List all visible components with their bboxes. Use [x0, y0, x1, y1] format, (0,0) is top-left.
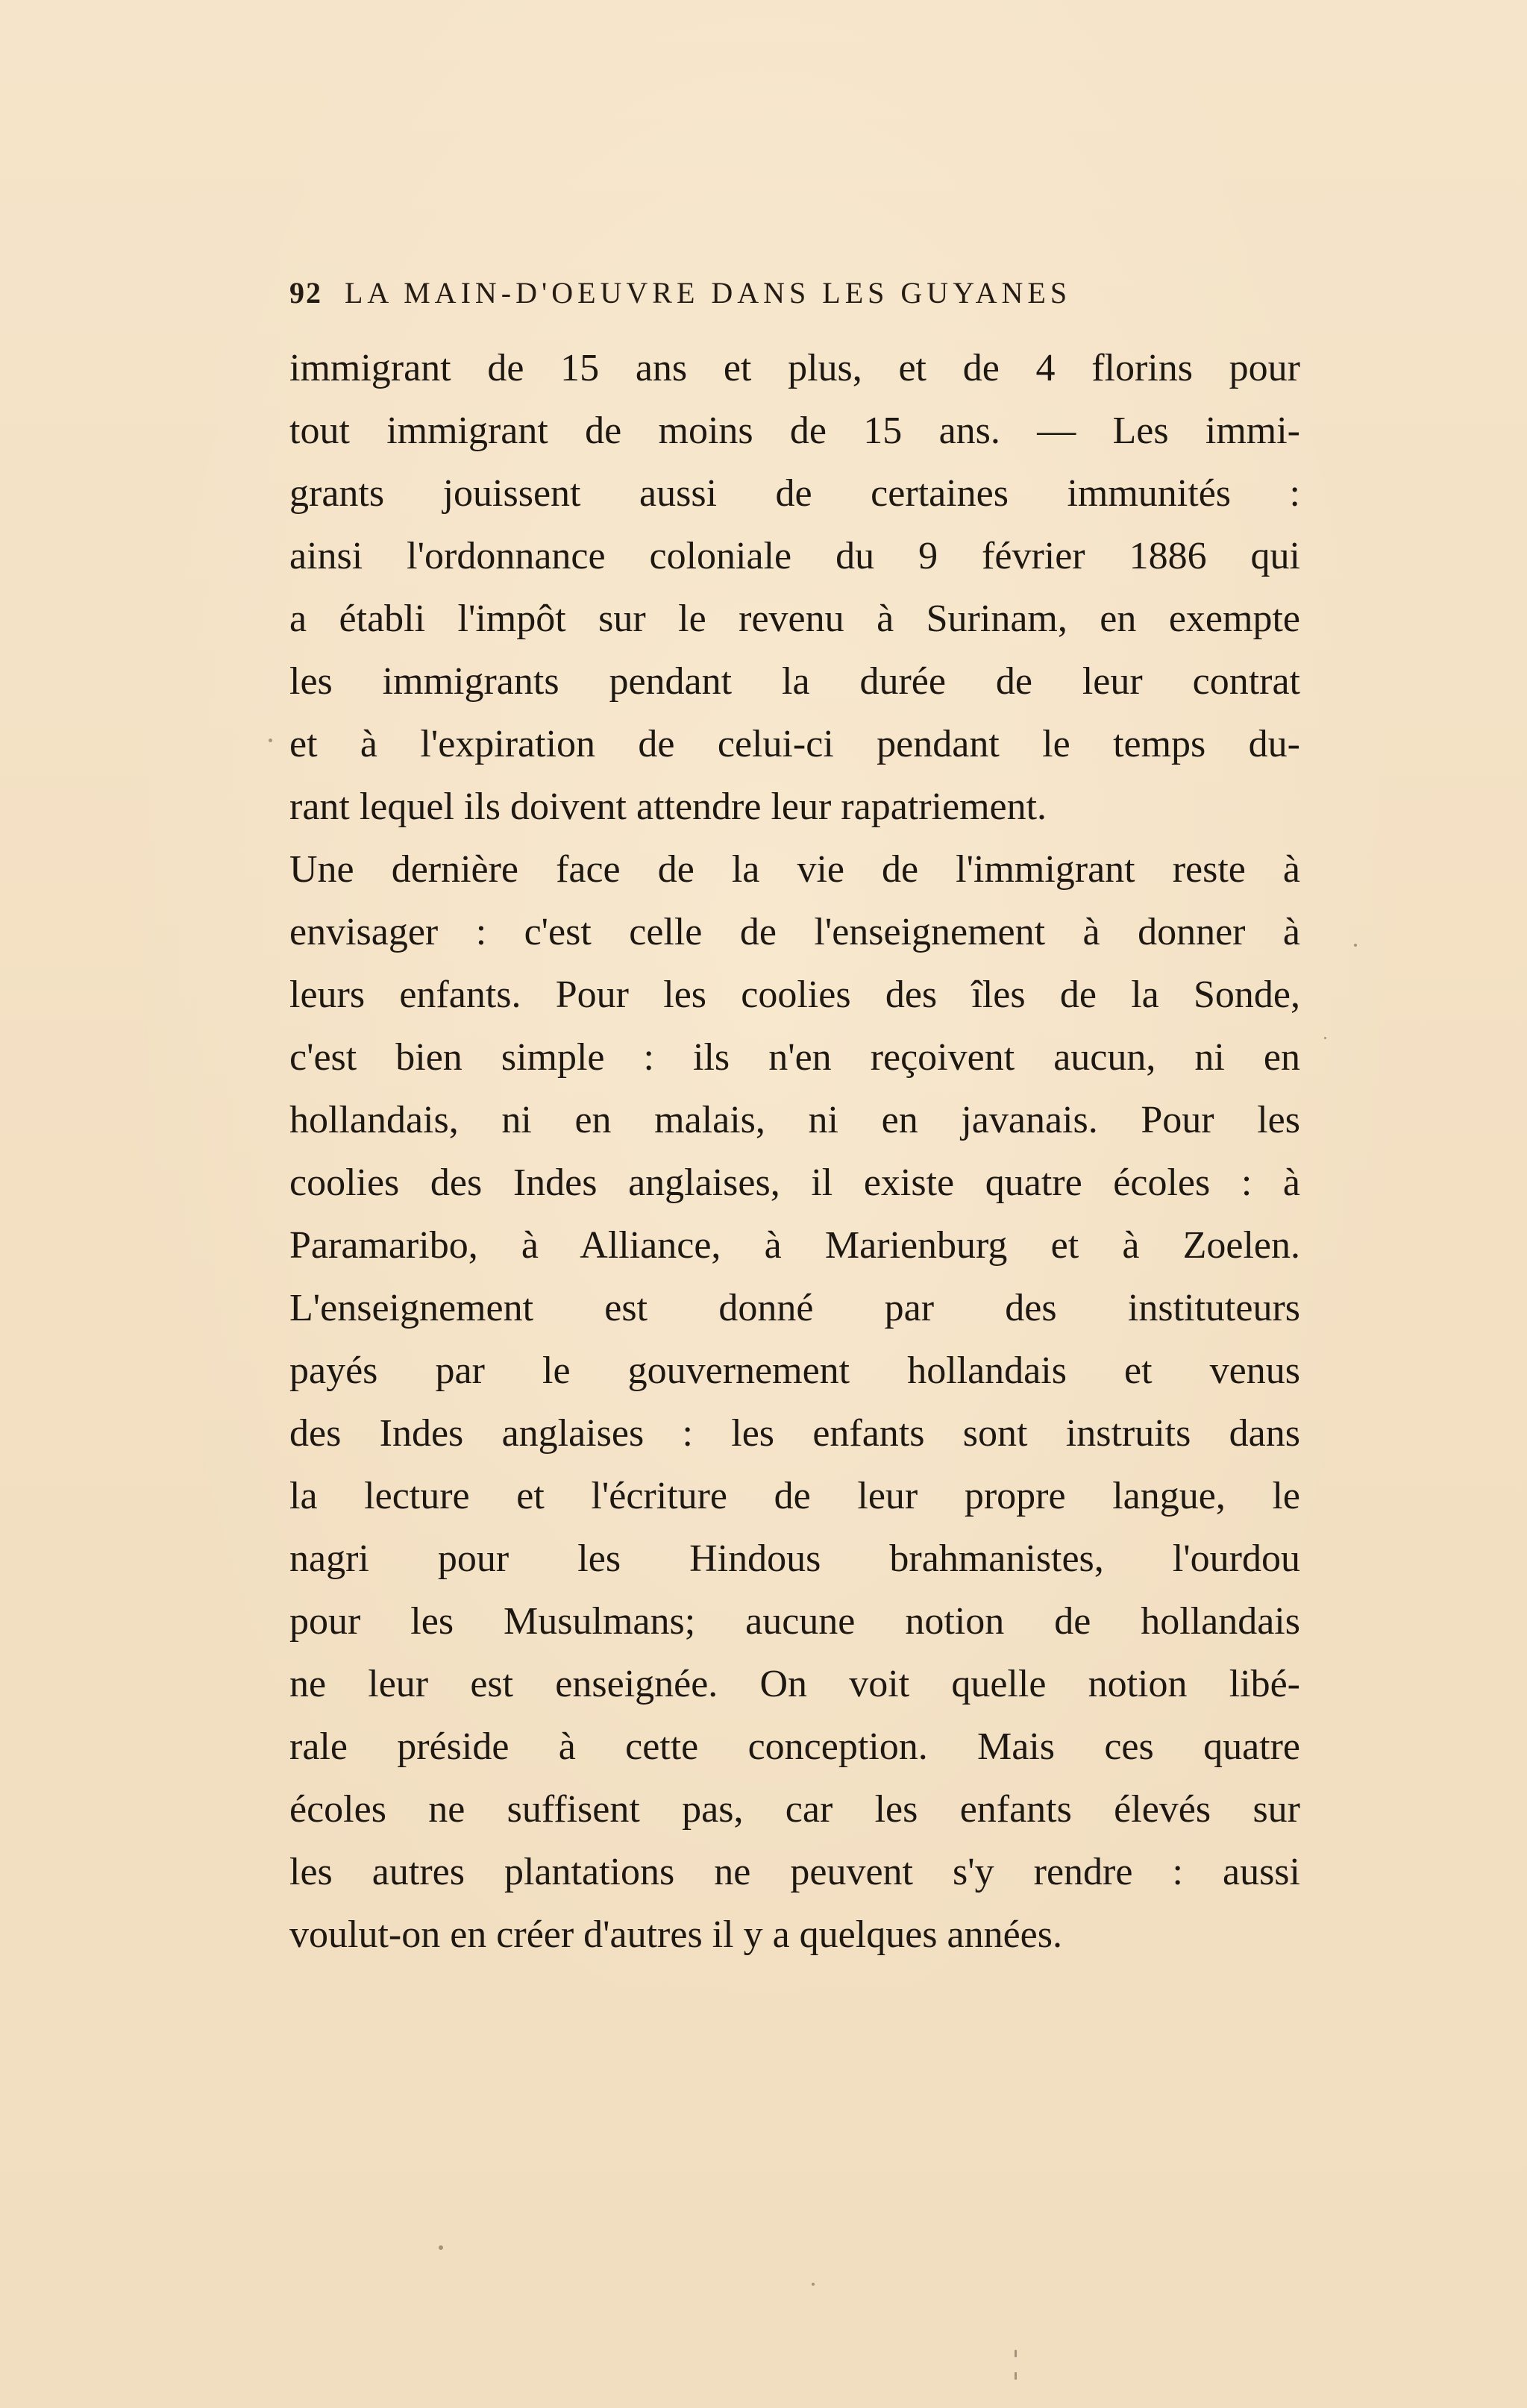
text-line: c'est bien simple : ils n'en reçoivent aucun, ni en [289, 1036, 1300, 1079]
text-line: la lecture et l'écriture de leur propre langue, le [289, 1475, 1300, 1517]
text-line: tout immigrant de moins de 15 ans. — Les immi- [289, 410, 1300, 452]
text-line: les autres plantations ne peuvent s'y rendre : aussi [289, 1851, 1300, 1893]
text-line: hollandais, ni en malais, ni en javanais. Pour les [289, 1099, 1300, 1141]
text-line: Une dernière face de la vie de l'immigrant reste à [289, 848, 1300, 891]
text-line: envisager : c'est celle de l'enseignement à donner à [289, 911, 1300, 953]
text-line: pour les Musulmans; aucune notion de hollandais [289, 1600, 1300, 1643]
text-line: immigrant de 15 ans et plus, et de 4 florins pour [289, 347, 1300, 389]
text-line: ainsi l'ordonnance coloniale du 9 février 1886 qui [289, 535, 1300, 577]
paper-speck [1015, 2350, 1017, 2357]
paper-speck [812, 2283, 815, 2286]
running-title: LA MAIN-D'OEUVRE DANS LES GUYANES [345, 275, 1072, 310]
text-line: rale préside à cette conception. Mais ces quatre [289, 1725, 1300, 1768]
text-line: rant lequel ils doivent attendre leur rapatriement. [289, 786, 1047, 828]
text-line: et à l'expiration de celui-ci pendant le temps du- [289, 723, 1300, 765]
paper-speck [269, 739, 272, 742]
text-line: nagri pour les Hindous brahmanistes, l'ourdou [289, 1537, 1300, 1580]
text-line: ne leur est enseignée. On voit quelle notion libé- [289, 1663, 1300, 1705]
text-line: grants jouissent aussi de certaines immunités : [289, 472, 1300, 515]
text-line: voulut-on en créer d'autres il y a quelques années. [289, 1913, 1062, 1956]
page-number: 92 [289, 275, 322, 310]
text-line: a établi l'impôt sur le revenu à Surinam, en exempte [289, 598, 1300, 640]
text-line: payés par le gouvernement hollandais et venus [289, 1349, 1300, 1392]
text-line: les immigrants pendant la durée de leur contrat [289, 660, 1300, 703]
paper-speck [1015, 2372, 1017, 2380]
text-line: coolies des Indes anglaises, il existe quatre écoles : à [289, 1161, 1300, 1204]
text-line: leurs enfants. Pour les coolies des îles de la Sonde, [289, 973, 1300, 1016]
body-text [289, 337, 1300, 1966]
text-line: des Indes anglaises : les enfants sont instruits dans [289, 1412, 1300, 1455]
paper-speck [1324, 1037, 1326, 1039]
text-line: écoles ne suffisent pas, car les enfants élevés sur [289, 1788, 1300, 1831]
paper-speck [439, 2245, 443, 2250]
paper-speck [1354, 944, 1357, 947]
text-line: Paramaribo, à Alliance, à Marienburg et à Zoelen. [289, 1224, 1300, 1267]
running-head [289, 270, 1300, 315]
text-line: L'enseignement est donné par des instituteurs [289, 1287, 1300, 1329]
